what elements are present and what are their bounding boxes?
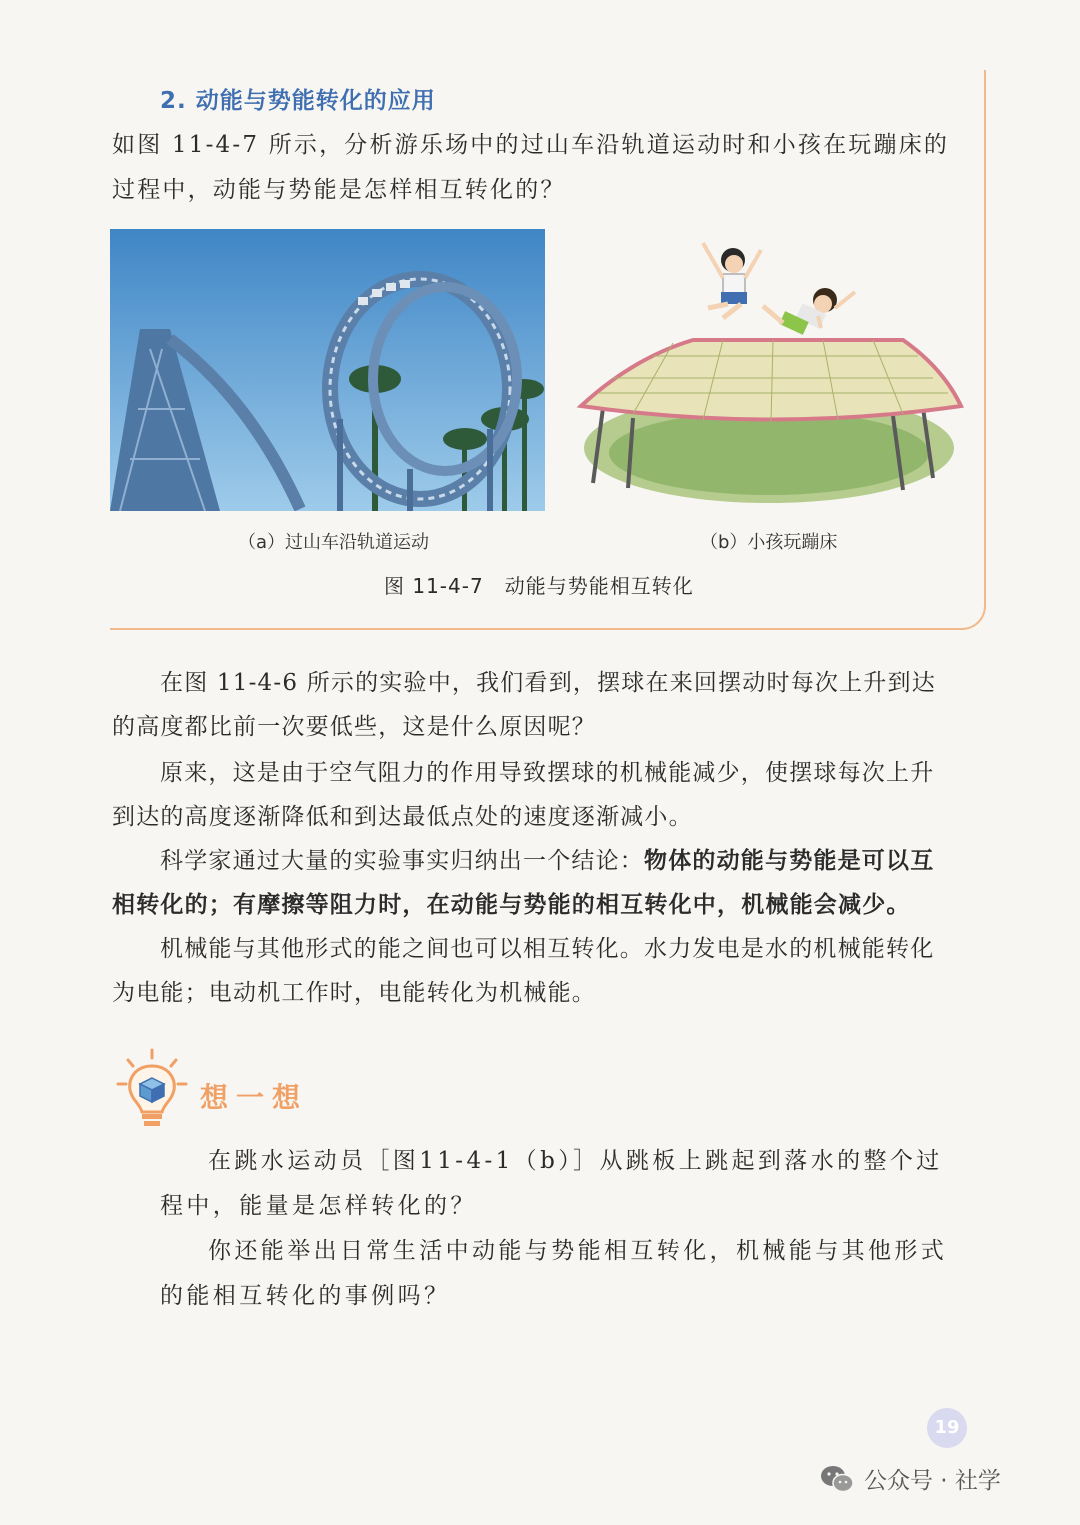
conclusion-intro: 科学家通过大量的实验事实归纳出一个结论： — [160, 848, 644, 874]
paragraph-1-line-1: 在图 11-4-6 所示的实验中，我们看到，摆球在来回摆动时每次上升到达 — [160, 670, 936, 696]
conclusion-bold-1: 物体的动能与势能是可以互 — [644, 847, 935, 874]
lightbulb-cube-icon — [114, 1048, 190, 1134]
think-line-1: 在跳水运动员［图11-4-1（b）］从跳板上跳起到落水的整个过 — [208, 1148, 943, 1174]
roller-coaster-photo — [110, 229, 545, 511]
watermark — [820, 1462, 1001, 1495]
think-line-4: 的能相互转化的事例吗？ — [160, 1283, 451, 1309]
figure-title: 图 11-4-7 动能与势能相互转化 — [384, 574, 694, 598]
prompt-line-1: 如图 11-4-7 所示，分析游乐场中的过山车沿轨道运动时和小孩在玩蹦床的 — [112, 132, 950, 158]
think-line-3: 你还能举出日常生活中动能与势能相互转化，机械能与其他形式 — [208, 1238, 948, 1264]
wechat-icon — [820, 1465, 854, 1493]
paragraph-4-line-1: 机械能与其他形式的能之间也可以相互转化。水力发电是水的机械能转化 — [160, 936, 935, 962]
paragraph-2-line-1: 原来，这是由于空气阻力的作用导致摆球的机械能减少，使摆球每次上升 — [160, 760, 935, 786]
think-line-2: 程中，能量是怎样转化的？ — [160, 1193, 477, 1219]
trampoline-illustration — [573, 228, 966, 516]
caption-b: （b）小孩玩蹦床 — [700, 532, 838, 553]
paragraph-1-line-2: 的高度都比前一次要低些，这是什么原因呢？ — [112, 714, 596, 740]
prompt-line-2: 过程中，动能与势能是怎样相互转化的？ — [112, 177, 566, 203]
caption-a: （a）过山车沿轨道运动 — [238, 532, 430, 553]
section-heading: 2. 动能与势能转化的应用 — [160, 88, 436, 114]
think-label: 想一想 — [200, 1081, 309, 1114]
page-number: 19 — [927, 1408, 967, 1448]
paragraph-2-line-2: 到达的高度逐渐降低和到达最低点处的速度逐渐减小。 — [112, 804, 693, 830]
paragraph-4-line-2: 为电能；电动机工作时，电能转化为机械能。 — [112, 980, 596, 1006]
paragraph-3-line-1 — [160, 842, 934, 875]
paragraph-3-line-2: 相转化的；有摩擦等阻力时，在动能与势能的相互转化中，机械能会减少。 — [112, 891, 911, 918]
watermark-text: 公众号 · 社学 — [864, 1468, 1001, 1494]
